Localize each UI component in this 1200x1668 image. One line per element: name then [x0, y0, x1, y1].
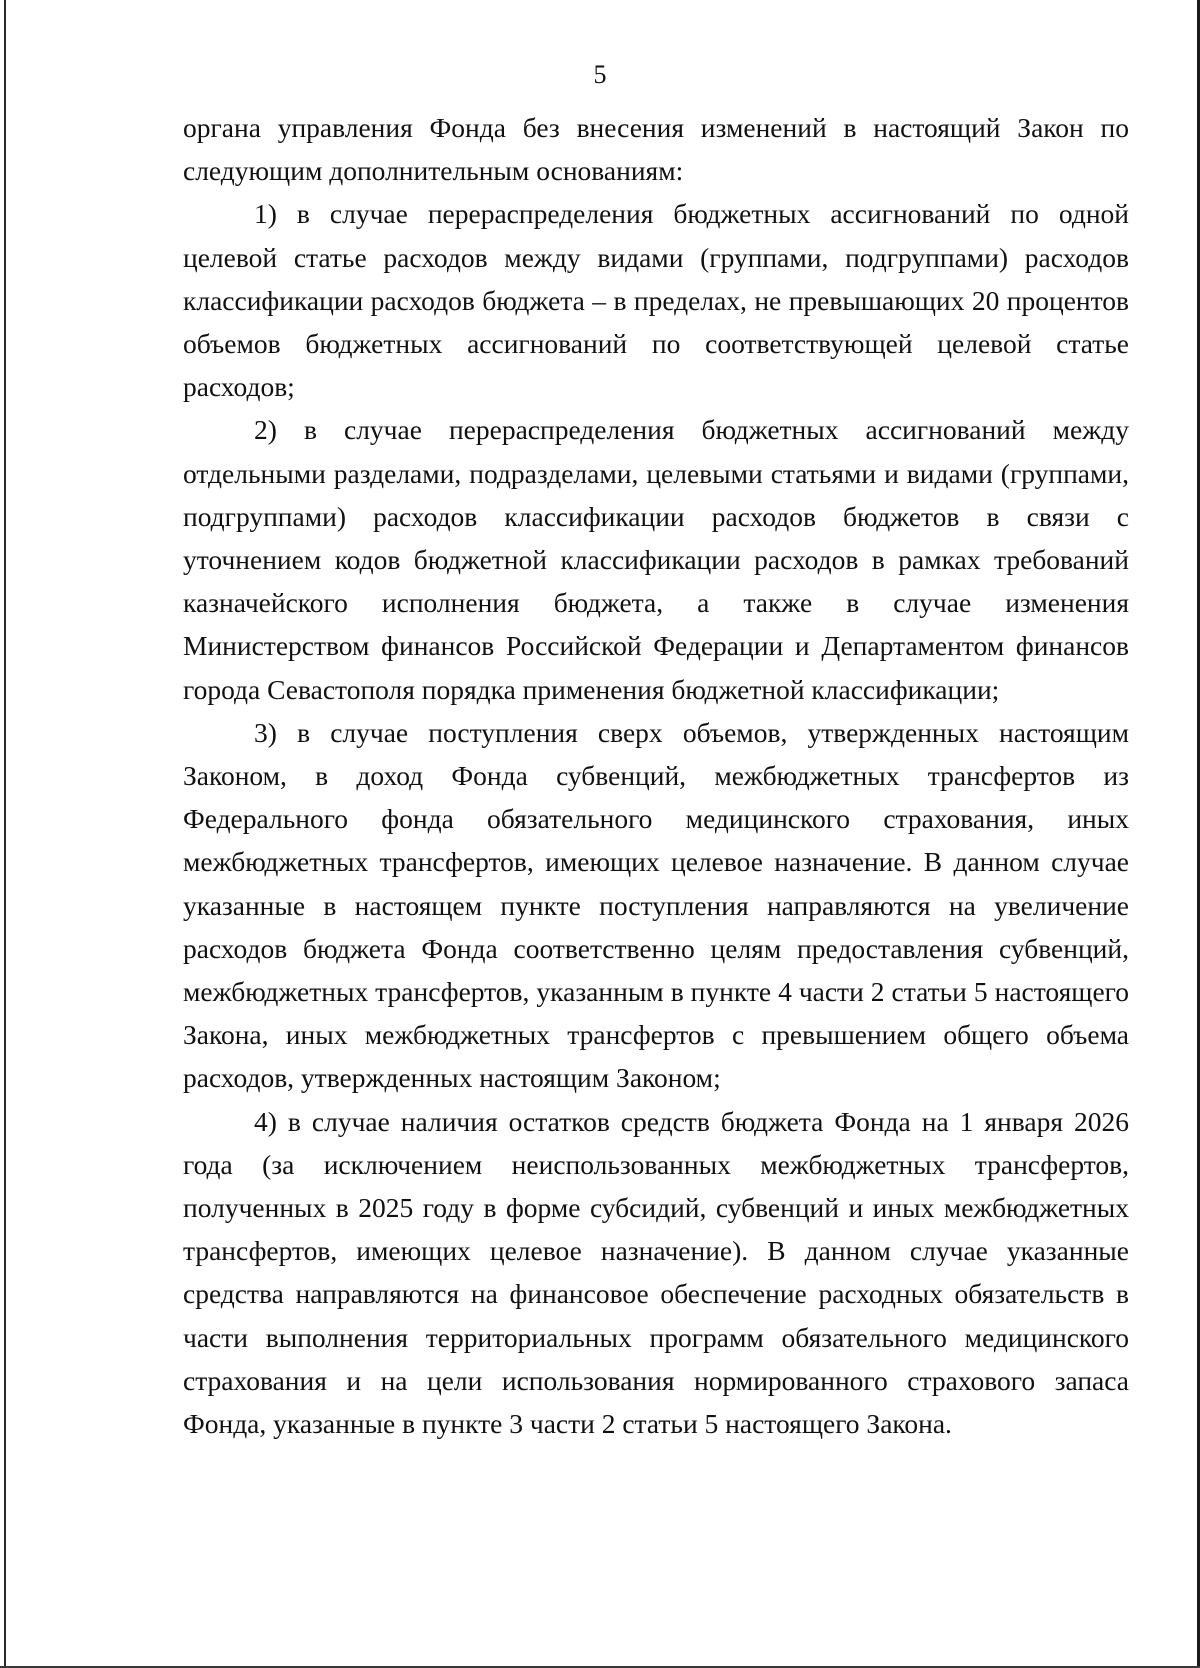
paragraph-continuation: органа управления Фонда без внесения изменений в настоящий Закон по следующим дополнительным основаниям: — [183, 112, 1129, 187]
paragraph-item-2: 2) в случае перераспределения бюджетных ассигнований между отдельными разделами, подразделами, целевыми статьями и видами (группами, подгруппами) расходов классификации расходов бюджетов в связи с уточнением кодов бюджетной классификации расходов в рамках требований казначейского исполнения бюджета, а также в случае изменения Министерством финансов Российской Федерации и Департаментом финансов города Севастополя порядка применения бюджетной классификации; — [183, 414, 1129, 705]
scan-edge-left — [4, 0, 6, 1668]
paragraph-item-3: 3) в случае поступления сверх объемов, утвержденных настоящим Законом, в доход Фонда субвенций, межбюджетных трансфертов из Федерального фонда обязательного медицинского страхования, иных межбюджетных трансфертов, имеющих целевое назначение. В данном случае указанные в настоящем пункте поступления направляются на увеличение расходов бюджета Фонда соответственно целям предоставления субвенций, межбюджетных трансфертов, указанным в пункте 4 части 2 статьи 5 настоящего Закона, иных межбюджетных трансфертов с превышением общего объема расходов, утвержденных настоящим Законом; — [183, 716, 1129, 1094]
page-number: 5 — [593, 60, 607, 89]
paragraph-item-1: 1) в случае перераспределения бюджетных ассигнований по одной целевой статье расходов между видами (группами, подгруппами) расходов классификации расходов бюджета – в пределах, не превышающих 20 процентов объемов бюджетных ассигнований по соответствующей целевой статье расходов; — [183, 198, 1129, 403]
document-body — [183, 106, 1129, 1445]
paragraph-item-4: 4) в случае наличия остатков средств бюджета Фонда на 1 января 2026 года (за исключением неиспользованных межбюджетных трансфертов, полученных в 2025 году в форме субсидий, субвенций и иных межбюджетных трансфертов, имеющих целевое назначение). В данном случае указанные средства направляются на финансовое обеспечение расходных обязательств в части выполнения территориальных программ обязательного медицинского страхования и на цели использования нормированного страхового запаса Фонда, указанные в пункте 3 части 2 статьи 5 настоящего Закона. — [183, 1105, 1129, 1440]
